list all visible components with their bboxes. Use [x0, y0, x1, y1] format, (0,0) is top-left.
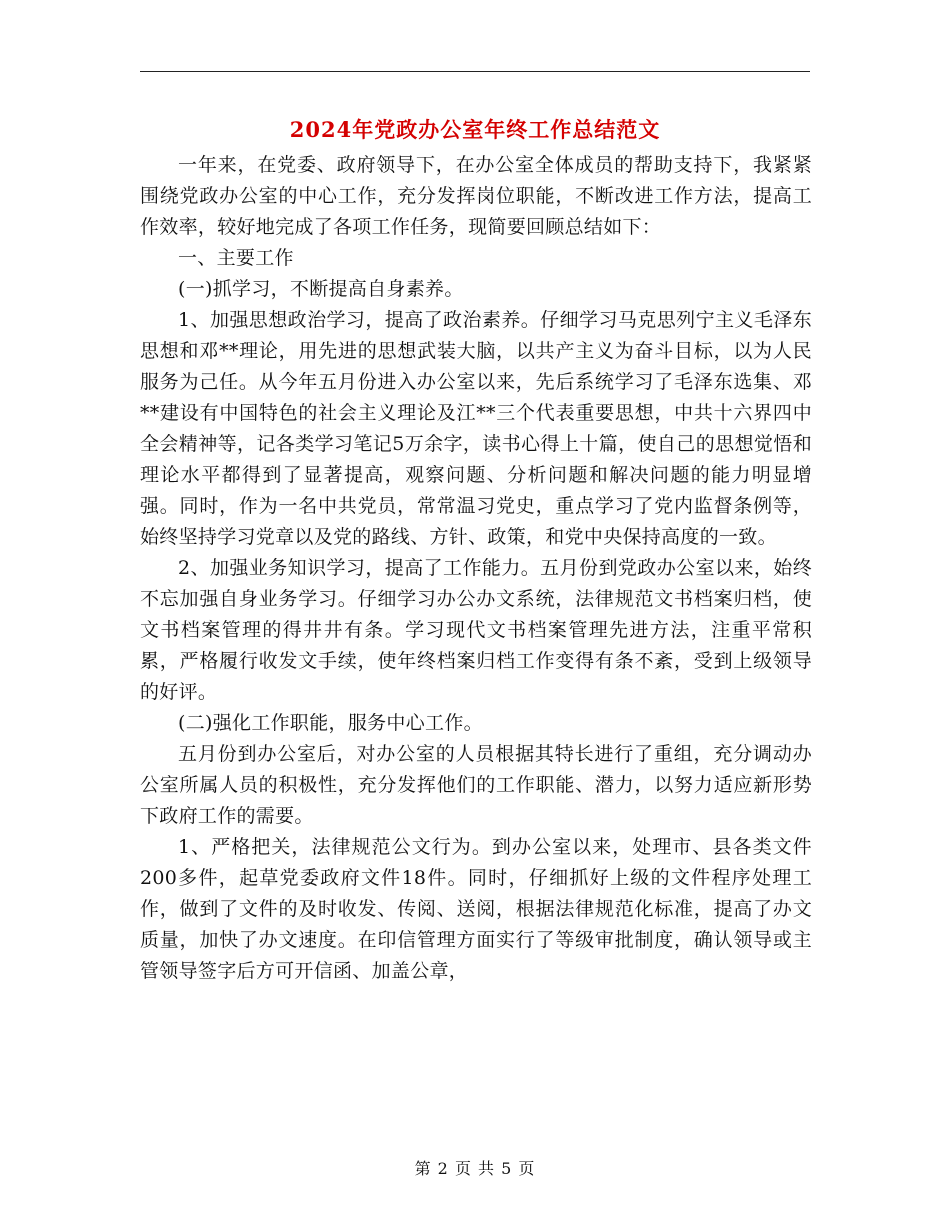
subsection-heading-functions: (二)强化工作职能，服务中心工作。 — [178, 712, 483, 734]
subsection-heading-study: (一)抓学习，不断提高自身素养。 — [178, 278, 464, 300]
paragraph-document-handling: 1、严格把关，法律规范公文行为。到办公室以来，处理市、县各类文件200多件，起草党委政府文件18件。同时，仔细抓好上级的文件程序处理工作，做到了文件的及时收发、传阅、送阅，根据法律规范化标准，提高了办文质量，加快了办文速度。在印信管理方面实行了等级审批制度，确认领导或主管领导签字后方可开信函、加盖公章， — [140, 836, 812, 982]
header-rule — [140, 71, 810, 72]
paragraph-office-reorg: 五月份到办公室后，对办公室的人员根据其特长进行了重组，充分调动办公室所属人员的积极性，充分发挥他们的工作职能、潜力，以努力适应新形势下政府工作的需要。 — [140, 743, 812, 827]
paragraph-political-study: 1、加强思想政治学习，提高了政治素养。仔细学习马克思列宁主义毛泽东思想和邓**理论，用先进的思想武装大脑，以共产主义为奋斗目标，以为人民服务为己任。从今年五月份进入办公室以来，先后系统学习了毛泽东选集、邓**建设有中国特色的社会主义理论及江**三个代表重要思想，中共十六界四中全会精神等，记各类学习笔记5万余字，读书心得上十篇，使自己的思想觉悟和理论水平都得到了显著提高，观察问题、分析问题和解决问题的能力明显增强。同时，作为一名中共党员，常常温习党史，重点学习了党内监督条例等，始终坚持学习党章以及党的路线、方针、政策，和党中央保持高度的一致。 — [140, 309, 812, 548]
paragraph-business-study: 2、加强业务知识学习，提高了工作能力。五月份到党政办公室以来，始终不忘加强自身业务学习。仔细学习办公办文系统，法律规范文书档案归档，使文书档案管理的得井井有条。学习现代文书档案管理先进方法，注重平常积累，严格履行收发文手续，使年终档案归档工作变得有条不紊，受到上级领导的好评。 — [140, 557, 812, 703]
page-number: 第 2 页 共 5 页 — [414, 1159, 536, 1178]
document-title: 2024年党政办公室年终工作总结范文 — [289, 117, 661, 142]
paragraph-intro: 一年来，在党委、政府领导下，在办公室全体成员的帮助支持下，我紧紧围绕党政办公室的中心工作，充分发挥岗位职能，不断改进工作方法，提高工作效率，较好地完成了各项工作任务，现简要回顾总结如下： — [140, 154, 812, 238]
document-body — [140, 150, 812, 987]
page-footer — [0, 1156, 950, 1179]
section-heading-main-work: 一、主要工作 — [178, 247, 294, 269]
